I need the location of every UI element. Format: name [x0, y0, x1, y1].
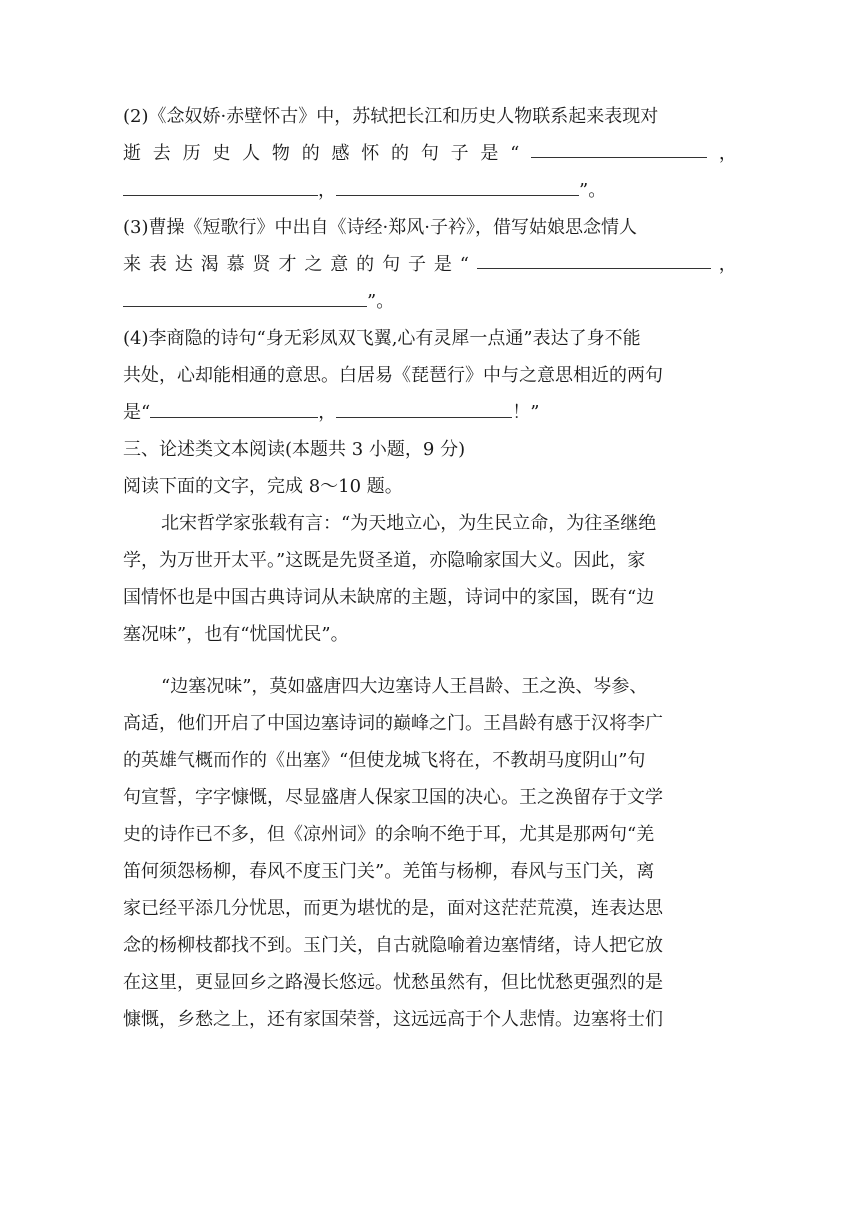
section-instruction [123, 468, 737, 505]
q3-text-1: (3)曹操《短歌行》中出自《诗经·郑风·子衿》，借写姑娘思念情人 [123, 217, 637, 238]
q3-char: 子 [407, 254, 426, 275]
paragraph-line: 念的杨柳枝都找不到。玉门关，自古就隐喻着边塞情绪，诗人把它放 [123, 935, 663, 956]
q2-char: 去 [152, 143, 171, 164]
q2-char: 是 [480, 143, 499, 164]
q2-char: 史 [212, 143, 231, 164]
q2-char: 逝 [123, 143, 141, 164]
paragraph-line: 笛何须怨杨柳，春风不度玉门关”。羌笛与杨柳，春风与玉门关，离 [123, 861, 655, 882]
q3-char: 之 [304, 254, 323, 275]
q2-char: 怀 [361, 143, 380, 164]
q3-comma: ， [718, 254, 737, 275]
paragraph-line: 国情怀也是中国古典诗词从未缺席的主题，诗词中的家国，既有“边 [123, 587, 655, 608]
paragraph-2 [123, 668, 737, 1038]
q3-line-1 [123, 209, 737, 246]
q2-char: 物 [271, 143, 290, 164]
q3-line-3 [123, 283, 737, 320]
paragraph-line: 史的诗作已不多，但《凉州词》的余响不绝于耳，尤其是那两句“羌 [123, 824, 655, 845]
q2-comma: ， [318, 180, 336, 201]
q2-comma: ， [718, 143, 737, 164]
q2-char: 历 [182, 143, 201, 164]
q2-char: 子 [450, 143, 469, 164]
q3-char: 达 [174, 254, 193, 275]
paragraph-line: 高适，他们开启了中国边塞诗词的巅峰之门。王昌龄有感于汉将李广 [123, 713, 663, 734]
q3-char: 句 [382, 254, 401, 275]
q3-char: 渴 [200, 254, 219, 275]
q2-line-3 [123, 172, 737, 209]
paragraph-line: 的英雄气概而作的《出塞》“但使龙城飞将在，不教胡马度阴山”句 [123, 750, 646, 771]
q4-line-1 [123, 320, 737, 357]
instruction-text: 阅读下面的文字，完成 8～10 题。 [123, 476, 403, 497]
q4-text-1: (4)李商隐的诗句“身无彩凤双飞翼,心有灵犀一点通”表达了身不能 [123, 328, 641, 349]
answer-blank[interactable] [150, 395, 318, 418]
answer-blank[interactable] [336, 173, 579, 196]
paragraph-line: “边塞况味”，莫如盛唐四大边塞诗人王昌龄、王之涣、岑参、 [161, 676, 648, 697]
paragraph-line: 学，为万世开太平。”这既是先贤圣道，亦隐喻家国大义。因此，家 [123, 550, 646, 571]
answer-blank[interactable] [123, 173, 318, 196]
q2-char: 句 [420, 143, 439, 164]
paragraph-1 [123, 505, 737, 653]
q2-char: 人 [242, 143, 261, 164]
q3-line-2 [123, 246, 737, 283]
section-heading [123, 431, 737, 468]
document-page [123, 98, 737, 1038]
q2-char: 感 [331, 143, 350, 164]
paragraph-line: 在这里，更显回乡之路漫长悠远。忧愁虽然有，但比忧愁更强烈的是 [123, 972, 663, 993]
q3-char: 表 [148, 254, 167, 275]
q2-char: 的 [301, 143, 320, 164]
q4-line-2 [123, 357, 737, 394]
paragraph-line: 塞况味”，也有“忧国忧民”。 [123, 624, 349, 645]
q2-char: 的 [391, 143, 410, 164]
q2-char: “ [510, 143, 520, 164]
section-title: 三、论述类文本阅读(本题共 3 小题，9 分) [123, 439, 466, 460]
q3-char: 慕 [226, 254, 245, 275]
q3-char: 贤 [252, 254, 271, 275]
q3-char: 意 [330, 254, 349, 275]
q2-text-1: (2)《念奴娇·赤壁怀古》中，苏轼把长江和历史人物联系起来表现对 [123, 106, 659, 127]
paragraph-gap [123, 653, 737, 668]
paragraph-line: 北宋哲学家张载有言：“为天地立心，为生民立命，为往圣继绝 [161, 513, 657, 534]
q4-comma: ， [318, 402, 337, 423]
q3-close-quote: ”。 [367, 291, 395, 312]
q3-char: 来 [123, 254, 141, 275]
q4-line-3 [123, 394, 737, 431]
q4-close-quote: ！” [512, 402, 540, 423]
q2-line-1 [123, 98, 737, 135]
q4-text-2: 共处，心却能相通的意思。白居易《琵琶行》中与之意思相近的两句 [123, 365, 663, 386]
answer-blank[interactable] [531, 135, 707, 158]
q2-close-quote: ”。 [579, 180, 607, 201]
q3-char: “ [459, 254, 469, 275]
q3-char: 是 [433, 254, 452, 275]
q3-char: 才 [278, 254, 297, 275]
answer-blank[interactable] [477, 246, 711, 269]
paragraph-line: 句宣誓，字字慷慨，尽显盛唐人保家卫国的决心。王之涣留存于文学 [123, 787, 663, 808]
answer-blank[interactable] [123, 284, 367, 307]
q3-char: 的 [356, 254, 375, 275]
answer-blank[interactable] [336, 395, 512, 418]
q2-line-2 [123, 135, 737, 172]
q4-open-quote: 是“ [123, 402, 151, 423]
paragraph-line: 家已经平添几分忧思，而更为堪忧的是，面对这茫茫荒漠，连表达思 [123, 898, 663, 919]
paragraph-line: 慷慨，乡愁之上，还有家国荣誉，这远远高于个人悲情。边塞将士们 [123, 1009, 663, 1030]
